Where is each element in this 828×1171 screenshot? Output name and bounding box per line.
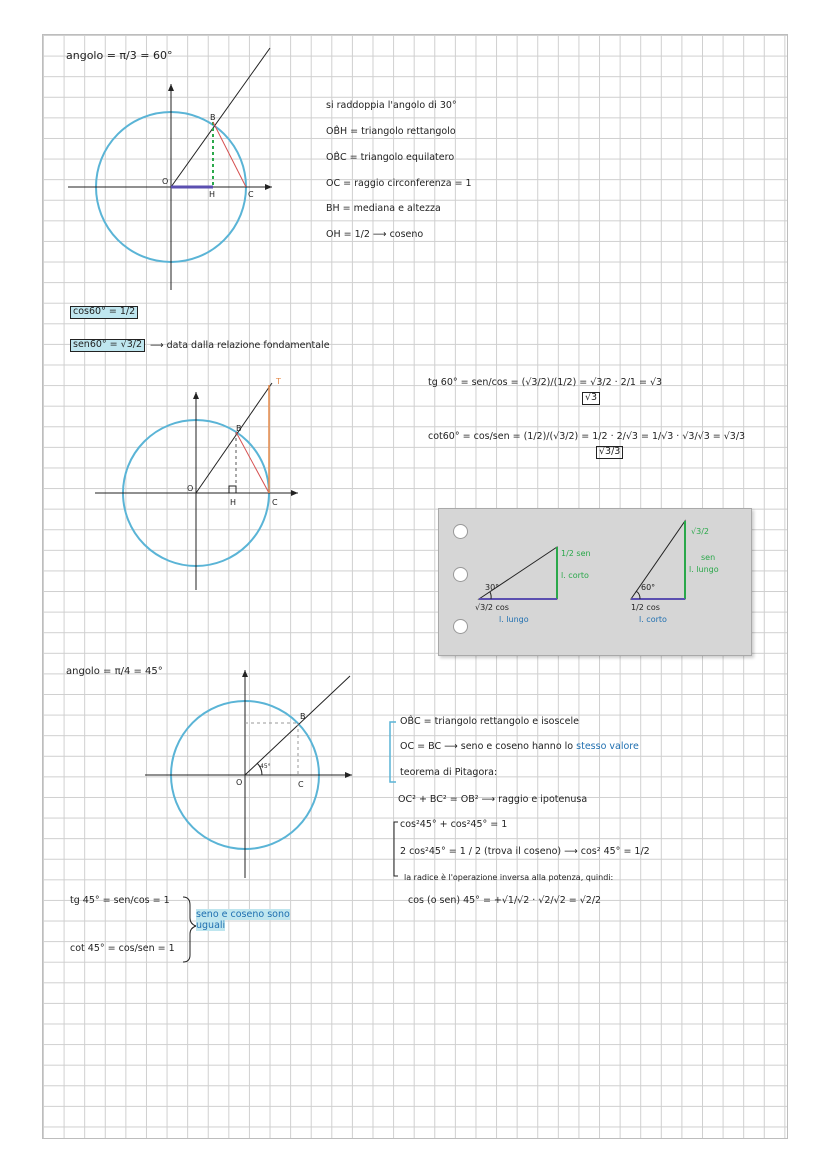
note-60-2: OB̂H = triangolo rettangolo [326,126,456,137]
sen60-result [70,339,145,352]
note-45-1: OB̂C = triangolo rettangolo e isoscele [400,716,579,727]
leg-horiz-left-sub: l. lungo [499,615,529,624]
curly-brace [183,897,196,962]
sen60-note: ⟶ data dalla relazione fondamentale [150,340,330,351]
leg-vert-right-sen: sen [701,553,716,562]
note-45-8: cos (o sen) 45° = +√1/√2 · √2/√2 = √2/2 [408,895,602,906]
label-t: T [276,377,281,386]
label-o: O [162,177,169,186]
note-45-3: teorema di Pitagora: [400,767,498,778]
label-b: B [210,113,216,122]
label-o-3: O [236,778,243,787]
tg45-formula: tg 45° = sen/cos = 1 [70,895,170,906]
leg-vert-left: 1/2 sen [561,549,591,558]
note-60-4: OC = raggio circonferenza = 1 [326,178,472,189]
note-45-6: 2 cos²45° = 1 / 2 (trova il coseno) ⟶ cos² 45° = 1/2 [400,846,650,857]
note-45-7: la radice è l'operazione inversa alla potenza, quindi: [404,873,614,882]
note-60-3: OB̂C = triangolo equilatero [326,152,455,163]
brace-note [196,910,292,932]
leg-horiz-right: 1/2 cos [631,603,660,612]
angle-30-label: 30° [485,583,500,592]
brace-note-text: seno e coseno sono uguali [196,909,290,931]
note-45-5: cos²45° + cos²45° = 1 [400,819,508,830]
triangles-card [438,508,752,656]
tg60-result: √3 [582,392,600,405]
label-h-2: H [230,498,237,507]
label-b-2: B [236,424,242,433]
bracket-notes-45-inner [394,822,398,876]
leg-horiz-right-sub: l. corto [639,615,667,624]
label-c-3: C [298,780,304,789]
note-45-2-text: OC = BC ⟶ seno e coseno hanno lo [400,741,574,752]
cos60-text: cos60° = 1/2 [70,306,138,319]
note-60-1: si raddoppia l'angolo di 30° [326,100,457,111]
unit-circle-60-diagram [68,48,272,290]
leg-vert-right: √3/2 [691,527,709,536]
title-angle-60: angolo = π/3 = 60° [66,49,173,62]
cos60-result [70,306,138,319]
label-b-3: B [300,712,306,721]
title-angle-45: angolo = π/4 = 45° [66,666,163,677]
bracket-notes-45 [390,722,396,782]
note-45-2 [400,742,639,753]
cot60-formula: cot60° = cos/sen = (1/2)/(√3/2) = 1/2 · 2/√3 = 1/√3 · √3/√3 = √3/3 [428,431,746,442]
unit-circle-45-diagram [145,670,352,878]
leg-horiz-left: √3/2 cos [475,603,509,612]
label-h: H [209,190,216,199]
cot60-result: √3/3 [596,446,623,459]
unit-circle-tg-diagram [95,383,298,590]
angle-60-label: 60° [641,583,656,592]
sen60-text: sen60° = √3/2 [70,339,145,352]
label-o-2: O [187,484,194,493]
note-45-2b: stesso valore [576,741,639,752]
note-45-4: OC² + BC² = OB² ⟶ raggio e ipotenusa [398,794,588,805]
label-c: C [248,190,254,199]
cot60-result-box [596,446,623,459]
tg60-result-box [582,392,600,405]
note-60-6: OH = 1/2 ⟶ coseno [326,229,424,240]
leg-vert-left-sub: l. corto [561,571,589,580]
label-45deg: 45° [260,763,271,770]
leg-vert-right-sub: l. lungo [689,565,719,574]
cot45-formula: cot 45° = cos/sen = 1 [70,943,175,954]
note-60-5: BH = mediana e altezza [326,203,441,214]
tg60-formula: tg 60° = sen/cos = (√3/2)/(1/2) = √3/2 · 2/1 = √3 [428,377,663,388]
label-c-2: C [272,498,278,507]
